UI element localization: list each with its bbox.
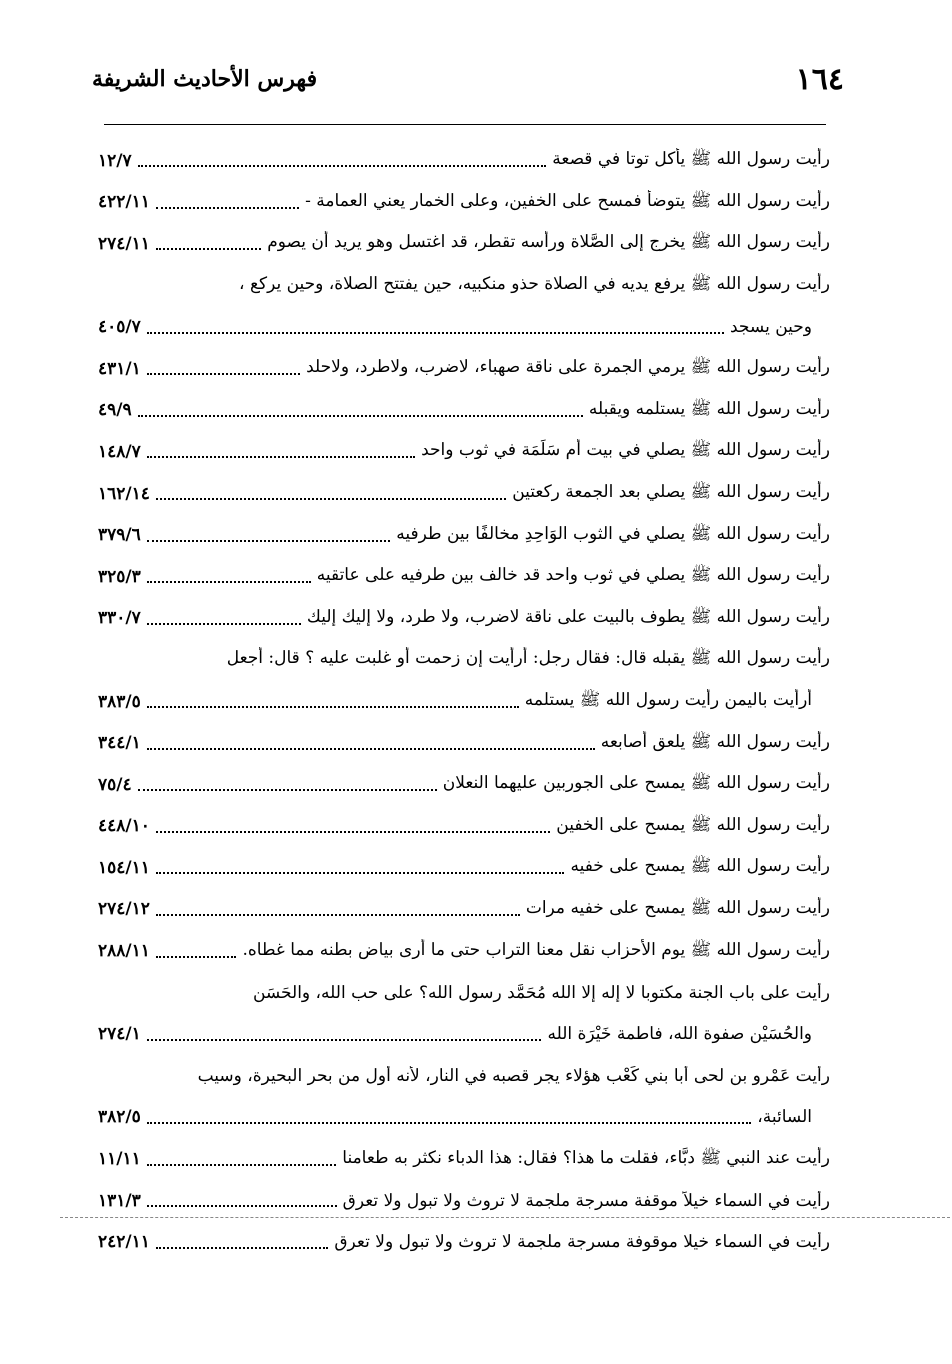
index-entry — [98, 639, 830, 681]
volume-page-ref: ٣٨٢/٥ — [98, 1107, 141, 1128]
volume-page-ref: ٣٤٤/١ — [98, 733, 141, 754]
hadith-text: رأيت رسول الله ﷺ يستلمه ويقبله — [588, 398, 830, 419]
hadith-index-list — [98, 140, 830, 1263]
index-entry — [98, 764, 830, 806]
hadith-text: السائبة، — [757, 1107, 812, 1128]
dot-leader — [147, 580, 311, 583]
hadith-text: رأيت رسول الله ﷺ يصلي بعد الجمعة ركعتين — [512, 482, 830, 503]
hadith-text: رأيت رسول الله ﷺ يمسح على الخفين — [556, 814, 830, 835]
index-entry — [98, 1097, 830, 1139]
volume-page-ref: ١٤٨/٧ — [98, 441, 141, 462]
volume-page-ref: ٤٩/٩ — [98, 400, 132, 421]
volume-page-ref: ٣٣٠/٧ — [98, 608, 141, 629]
hadith-text: رأيت رسول الله ﷺ يأكل توتا في قصعة — [552, 149, 830, 170]
hadith-text: رأيت رسول الله ﷺ يطوف بالبيت على ناقة لاضرب، ولا طرد، ولا إليك إليك — [306, 606, 830, 627]
dot-leader — [138, 164, 547, 167]
dot-leader — [147, 705, 519, 708]
hadith-text: أرأيت باليمن رأيت رسول الله ﷺ يستلمه — [524, 690, 812, 711]
page-title: فهرس الأحاديث الشريفة — [92, 66, 318, 92]
dot-leader — [147, 539, 391, 542]
volume-page-ref: ١٣١/٣ — [98, 1190, 141, 1211]
volume-page-ref: ٤٣١/١ — [98, 358, 141, 379]
volume-page-ref: ١١/١١ — [98, 1149, 141, 1170]
index-entry — [98, 1180, 830, 1222]
dot-leader — [147, 331, 724, 334]
hadith-text: رأيت رسول الله ﷺ يلعق أصابعه — [600, 731, 830, 752]
index-entry — [98, 306, 830, 348]
index-entry — [98, 889, 830, 931]
hadith-text: رأيت عَمْرو بن لحى أبا بني كَعْب هؤلاء يجر قصبه في النار، لأنه أول من بحر البحيرة، وسيب — [197, 1065, 830, 1086]
hadith-text: رأيت عند النبي ﷺ دبَّاء، فقلت ما هذا؟ فقال: هذا الدباء نكثر به طعامنا — [342, 1147, 830, 1168]
index-entry — [98, 182, 830, 224]
hadith-text: رأيت رسول الله ﷺ يمسح على خفيه — [570, 856, 830, 877]
hadith-text: والحُسَيْن صفوة الله، فاطمة خَيْرَة الله — [547, 1024, 812, 1045]
volume-page-ref: ٣٨٣/٥ — [98, 691, 141, 712]
hadith-text: رأيت رسول الله ﷺ يمسح على خفيه مرات — [525, 897, 830, 918]
volume-page-ref: ١٥٤/١١ — [98, 857, 150, 878]
dot-leader — [138, 788, 437, 791]
hadith-text: رأيت رسول الله ﷺ يتوضأ فمسح على الخفين، وعلى الخمار يعني العمامة - — [305, 190, 830, 211]
dot-leader — [156, 913, 520, 916]
dot-leader — [138, 414, 583, 417]
volume-page-ref: ٣٢٥/٣ — [98, 566, 141, 587]
dot-leader — [156, 1246, 328, 1249]
volume-page-ref: ٢٨٨/١١ — [98, 941, 150, 962]
dot-leader — [147, 1121, 752, 1124]
hadith-text: رأيت رسول الله ﷺ يوم الأحزاب نقل معنا التراب حتى ما أرى بياض بطنه مما غطاه. — [242, 939, 830, 960]
hadith-text: رأيت رسول الله ﷺ يصلي في الثوب الوَاحِدِ مخالفًا بين طرفيه — [396, 523, 830, 544]
dot-leader — [147, 622, 301, 625]
index-entry — [98, 265, 830, 307]
index-entry — [98, 140, 830, 182]
index-entry — [98, 556, 830, 598]
page-number: ١٦٤ — [795, 62, 844, 97]
dot-leader — [156, 871, 565, 874]
hadith-text: رأيت رسول الله ﷺ يقبله قال: فقال رجل: أرأيت إن زحمت أو غلبت عليه ؟ قال: أجعل — [226, 648, 830, 669]
hadith-text: رأيت في السماء خيلاً موقفة مسرجة ملجمة لا تروث ولا تبول ولا تعرق — [342, 1190, 830, 1211]
dot-leader — [147, 1163, 337, 1166]
volume-page-ref: ٧٥/٤ — [98, 774, 132, 795]
dot-leader — [147, 1204, 337, 1207]
index-entry — [98, 348, 830, 390]
dot-leader — [156, 830, 550, 833]
volume-page-ref: ٢٧٤/١١ — [98, 233, 150, 254]
hadith-text: رأيت رسول الله ﷺ يمسح على الجوربين عليهما النعلان — [442, 773, 830, 794]
volume-page-ref: ٢٤٢/١١ — [98, 1232, 150, 1253]
dot-leader — [156, 497, 506, 500]
index-entry — [98, 722, 830, 764]
index-entry — [98, 473, 830, 515]
hadith-text: رأيت رسول الله ﷺ يرفع يديه في الصلاة حذو منكبيه، حين يفتتح الصلاة، وحين يركع ، — [239, 274, 830, 295]
index-entry — [98, 1055, 830, 1097]
index-entry — [98, 681, 830, 723]
dot-leader — [147, 1038, 542, 1041]
volume-page-ref: ١٢/٧ — [98, 150, 132, 171]
volume-page-ref: ٤٠٥/٧ — [98, 317, 141, 338]
volume-page-ref: ١٦٢/١٤ — [98, 483, 150, 504]
index-entry — [98, 514, 830, 556]
volume-page-ref: ٢٧٤/١٢ — [98, 899, 150, 920]
volume-page-ref: ٤٢٢/١١ — [98, 192, 150, 213]
hadith-text: رأيت رسول الله ﷺ يخرج إلى الصَّلاة ورأسه تقطر، قد اغتسل وهو يريد أن يصوم — [267, 232, 830, 253]
dot-leader — [156, 206, 299, 209]
index-entry — [98, 972, 830, 1014]
index-entry — [98, 1221, 830, 1263]
dot-leader — [147, 372, 300, 375]
index-entry — [98, 1013, 830, 1055]
volume-page-ref: ٤٤٨/١٠ — [98, 816, 150, 837]
hadith-text: رأيت رسول الله ﷺ يرمي الجمرة على ناقة صهباء، لاضرب، ولاطرد، ولاحلد — [306, 357, 830, 378]
hadith-text: رأيت في السماء خيلا موقوفة مسرجة ملجمة لا تروث ولا تبول ولا تعرق — [334, 1232, 830, 1253]
index-entry — [98, 390, 830, 432]
index-entry — [98, 847, 830, 889]
index-entry — [98, 431, 830, 473]
volume-page-ref: ٣٧٩/٦ — [98, 525, 141, 546]
volume-page-ref: ٢٧٤/١ — [98, 1024, 141, 1045]
scan-artifact-line — [60, 1217, 950, 1218]
index-entry — [98, 1138, 830, 1180]
index-entry — [98, 598, 830, 640]
hadith-text: رأيت رسول الله ﷺ يصلي في بيت أم سَلَمَة في ثوب واحد — [421, 440, 830, 461]
dot-leader — [147, 747, 595, 750]
hadith-text: رأيت رسول الله ﷺ يصلي في ثوب واحد قد خالف بين طرفيه على عاتقيه — [316, 565, 830, 586]
dot-leader — [156, 955, 237, 958]
dot-leader — [147, 455, 415, 458]
index-entry — [98, 930, 830, 972]
header-rule — [104, 124, 826, 125]
hadith-text: رأيت على باب الجنة مكتوبا لا إله إلا الله مُحَمَّد رسول الله؟ على حب الله، والحَسَن — [252, 982, 830, 1003]
dot-leader — [156, 247, 261, 250]
hadith-text: وحين يسجد — [730, 317, 812, 338]
index-entry — [98, 806, 830, 848]
index-entry — [98, 223, 830, 265]
